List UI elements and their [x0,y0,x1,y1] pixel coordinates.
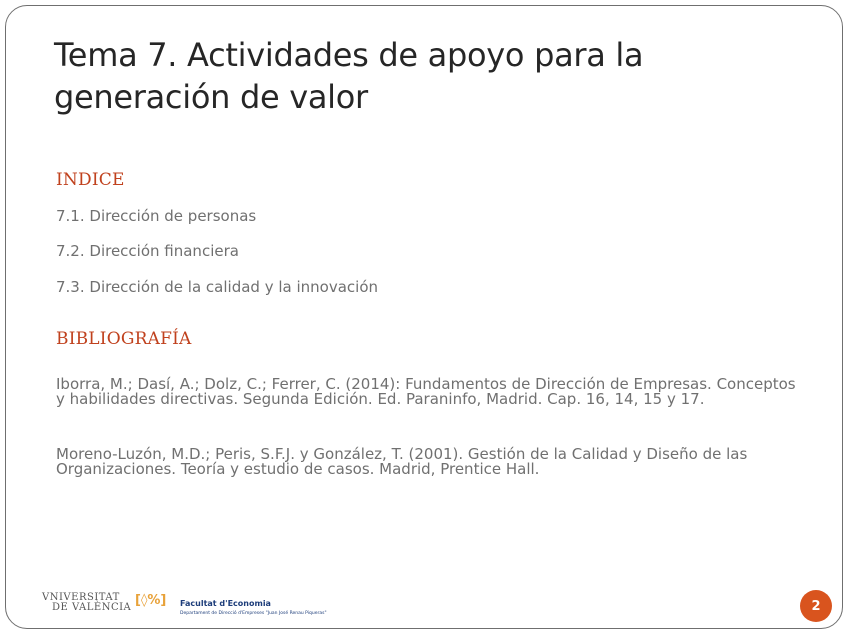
footer-logo [42,593,382,623]
indice-heading: INDICE [56,170,125,190]
university-logo [42,593,131,613]
indice-item: 7.2. Dirección financiera [56,242,239,260]
university-name-line2: DE VALÈNCIA [52,602,132,613]
bibliography-reference: Iborra, M.; Dasí, A.; Dolz, C.; Ferrer, C. (2014): Fundamentos de Dirección de Empresas. Conceptos y habilidades directivas. Segunda Edición. Ed. Paraninfo, Madrid. Cap. 16, 14, 15 y 17. [56,375,796,408]
slide-title: Tema 7. Actividades de apoyo para la generación de valor [54,36,644,116]
slide [5,5,843,629]
bibliography-reference: Moreno-Luzón, M.D.; Peris, S.F.J. y González, T. (2001). Gestión de la Calidad y Diseño de las Organizaciones. Teoría y estudio de casos. Madrid, Prentice Hall. [56,445,748,478]
indice-item: 7.1. Dirección de personas [56,207,257,225]
bibliografia-heading: BIBLIOGRAFÍA [56,329,192,349]
faculty-name: Facultat d'Economia [180,599,271,608]
department-name: Departament de Direcció d'Empreses "Juan José Renau Piqueras" [180,611,327,616]
faculty-symbol-icon: [◊%] [135,593,167,608]
page-number-badge: 2 [800,590,832,622]
indice-item: 7.3. Dirección de la calidad y la innovación [56,278,379,296]
university-name-line1: VNIVERSITAT [42,592,120,603]
